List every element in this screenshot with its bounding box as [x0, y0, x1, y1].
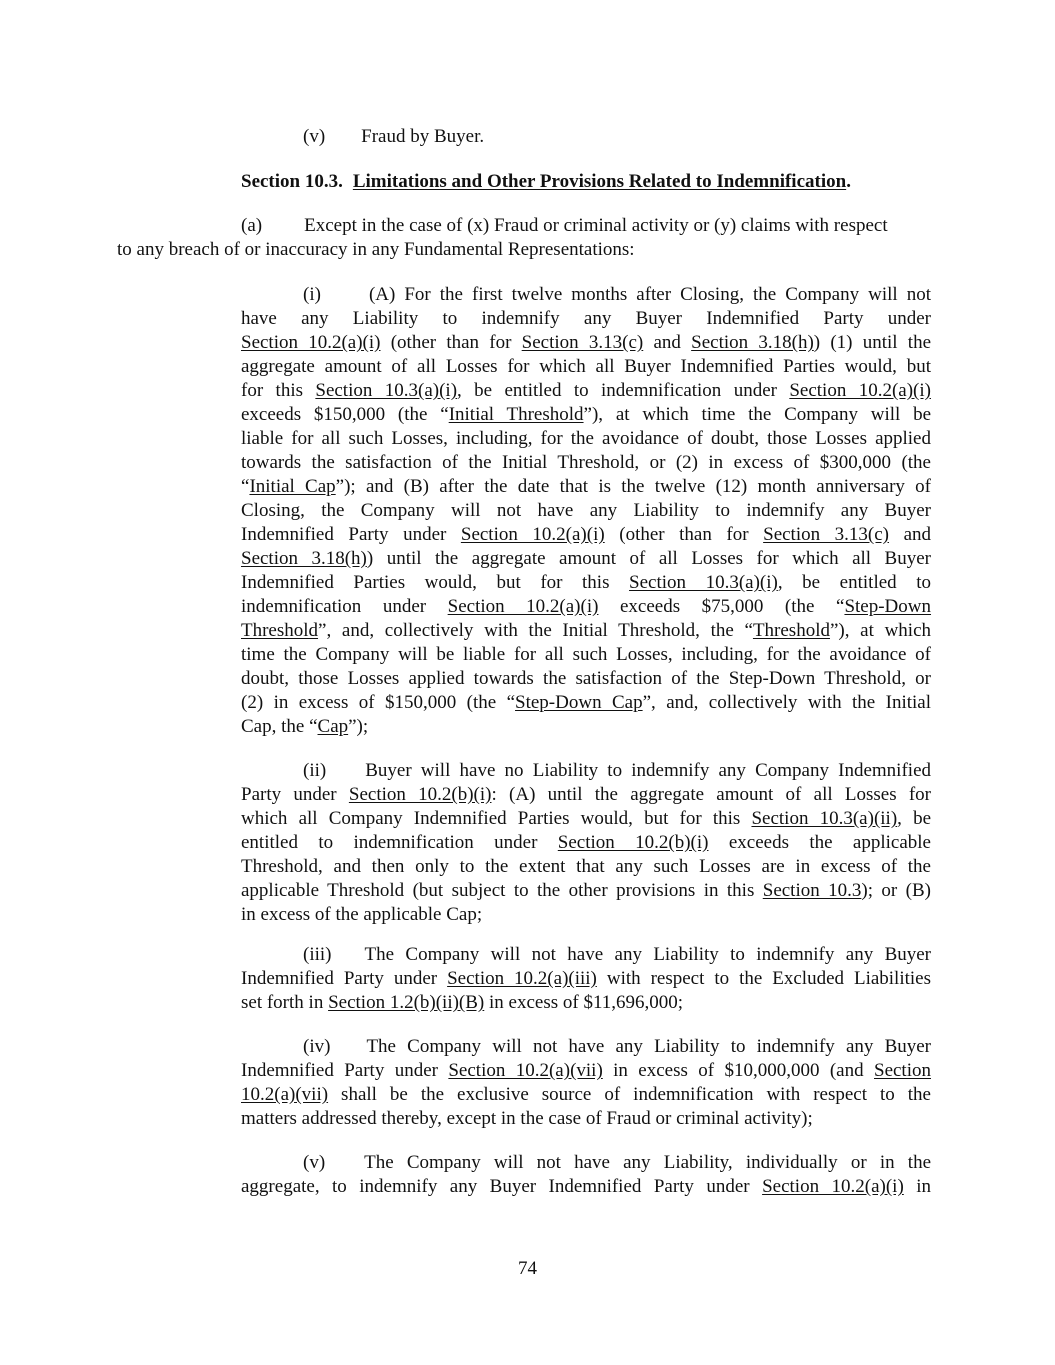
item-ii-line-1: (ii) Buyer will have no Liability to indemnify any Company Indemnified: [303, 760, 931, 781]
item-i-line-7: liable for all such Losses, including, for the avoidance of doubt, those Losses applied: [241, 428, 931, 449]
cross-reference-link[interactable]: Section 3.18(h): [241, 548, 367, 569]
item-label: (v): [303, 126, 326, 147]
cross-reference-link[interactable]: Section 10.2(a)(i): [241, 332, 381, 353]
item-ii-line-6: applicable Threshold (but subject to the other provisions in this Section 10.3); or (B): [241, 880, 931, 901]
defined-term: Initial Threshold: [448, 404, 584, 425]
cross-reference-link[interactable]: Section 1.2(b)(ii)(B): [328, 992, 485, 1013]
cross-reference-link[interactable]: Section 10.2(a)(vii): [448, 1060, 603, 1081]
item-iv-line-2: Indemnified Party under Section 10.2(a)(vii) in excess of $10,000,000 (and Section: [241, 1060, 931, 1081]
section-heading: Section 10.3. Limitations and Other Provisions Related to Indemnification.: [241, 171, 851, 192]
item-v-line-1: (v) The Company will not have any Liability, individually or in the: [303, 1152, 931, 1173]
item-ii-line-5: Threshold, and then only to the extent that any such Losses are in excess of the: [241, 856, 931, 877]
item-i-line-11: Indemnified Party under Section 10.2(a)(i) (other than for Section 3.13(c) and: [241, 524, 931, 545]
item-iv-line-4: matters addressed thereby, except in the case of Fraud or criminal activity);: [241, 1108, 813, 1129]
item-ii-line-2: Party under Section 10.2(b)(i): (A) until the aggregate amount of all Losses for: [241, 784, 932, 805]
item-i-line-16: time the Company will be liable for all such Losses, including, for the avoidance of: [241, 644, 931, 665]
cross-reference-link[interactable]: Section 10.2(b)(i): [557, 832, 709, 853]
cross-reference-link[interactable]: Section 10.2(a)(i): [762, 1176, 904, 1197]
item-ii-label: (ii): [303, 760, 327, 781]
item-v-fraud-by-buyer: [303, 125, 484, 149]
item-iii-line-2: Indemnified Party under Section 10.2(a)(iii) with respect to the Excluded Liabilities: [241, 968, 931, 989]
cross-reference-link[interactable]: Section 10.2(a)(i): [789, 380, 931, 401]
item-i-line-2: have any Liability to indemnify any Buyer Indemnified Party under: [241, 308, 931, 329]
cross-reference-link[interactable]: Section 10.2(a)(i): [447, 596, 599, 617]
defined-term: Cap: [317, 716, 349, 737]
item-iii-label: (iii): [303, 944, 332, 965]
cross-reference-link[interactable]: Section 3.13(c): [763, 524, 890, 545]
item-i-line-1: (i) (A) For the first twelve months after Closing, the Company will not: [303, 284, 931, 305]
cross-reference-link[interactable]: Section 10.2(b)(i): [348, 784, 492, 805]
section-number: Section 10.3.: [241, 171, 343, 192]
cross-reference-link[interactable]: 10.2(a)(vii): [241, 1084, 329, 1105]
item-text: Fraud by Buyer.: [361, 126, 485, 147]
page-number: 74: [518, 1258, 537, 1279]
item-i-line-9: “Initial Cap”); and (B) after the date that is the twelve (12) month anniversary of: [241, 476, 931, 497]
defined-term: Threshold: [241, 620, 319, 641]
cross-reference-link[interactable]: Section 10.2(a)(iii): [447, 968, 597, 989]
item-i-line-19: Cap, the “Cap”);: [241, 716, 369, 737]
item-ii-line-3: which all Company Indemnified Parties would, but for this Section 10.3(a)(ii), be: [241, 808, 931, 829]
item-iv-line-1: (iv) The Company will not have any Liability to indemnify any Buyer: [303, 1036, 931, 1057]
defined-term: Threshold: [752, 620, 830, 641]
cross-reference-link[interactable]: Section 3.13(c): [521, 332, 644, 353]
item-i-line-10: Closing, the Company will not have any Liability to indemnify any Buyer: [241, 500, 931, 521]
item-iii-line-1: (iii) The Company will not have any Liability to indemnify any Buyer: [303, 944, 931, 965]
item-iv-line-3: 10.2(a)(vii) shall be the exclusive source of indemnification with respect to the: [241, 1084, 931, 1105]
item-i-label: (i): [303, 284, 321, 305]
section-title: Limitations and Other Provisions Related to Indemnification: [352, 171, 847, 192]
para-a-label: (a): [241, 215, 263, 236]
item-iv-label: (iv): [303, 1036, 331, 1057]
item-i-line-5: for this Section 10.3(a)(i), be entitled to indemnification under Section 10.2(a)(i): [241, 380, 931, 401]
item-v-line-2: aggregate, to indemnify any Buyer Indemnified Party under Section 10.2(a)(i) in: [241, 1176, 931, 1197]
item-i-line-13: Indemnified Parties would, but for this Section 10.3(a)(i), be entitled to: [241, 572, 931, 593]
defined-term: Step-Down: [844, 596, 932, 617]
item-ii-line-7: in excess of the applicable Cap;: [241, 904, 483, 925]
cross-reference-link[interactable]: Section 10.2(a)(i): [460, 524, 605, 545]
cross-reference-link[interactable]: Section 10.3(a)(i): [315, 380, 458, 401]
cross-reference-link[interactable]: Section 10.3(a)(i): [629, 572, 778, 593]
item-iii-line-3: set forth in Section 1.2(b)(ii)(B) in excess of $11,696,000;: [241, 992, 684, 1013]
cross-reference-link[interactable]: Section 10.3: [762, 880, 862, 901]
item-i-line-6: exceeds $150,000 (the “Initial Threshold”), at which time the Company will be: [241, 404, 931, 425]
item-i-line-15: Threshold”, and, collectively with the Initial Threshold, the “Threshold”), at which: [241, 620, 931, 641]
para-a-line-2: to any breach of or inaccuracy in any Fundamental Representations:: [117, 239, 635, 260]
cross-reference-link[interactable]: Section: [874, 1060, 931, 1081]
item-i-line-8: towards the satisfaction of the Initial Threshold, or (2) in excess of $300,000 (the: [241, 452, 931, 473]
item-v-label: (v): [303, 1152, 326, 1173]
item-i-line-12: Section 3.18(h)) until the aggregate amount of all Losses for which all Buyer: [241, 548, 931, 569]
item-ii-line-4: entitled to indemnification under Section 10.2(b)(i) exceeds the applicable: [241, 832, 931, 853]
item-i-line-17: doubt, those Losses applied towards the satisfaction of the Step-Down Threshold, or: [241, 668, 931, 689]
cross-reference-link[interactable]: Section 10.3(a)(ii): [751, 808, 898, 829]
item-i-line-14: indemnification under Section 10.2(a)(i) exceeds $75,000 (the “Step-Down: [241, 596, 932, 617]
item-i-line-4: aggregate amount of all Losses for which all Buyer Indemnified Parties would, but: [241, 356, 931, 377]
defined-term: Initial Cap: [249, 476, 336, 497]
para-a-line-1: (a) Except in the case of (x) Fraud or criminal activity or (y) claims with respect: [241, 215, 888, 236]
item-i-line-3: Section 10.2(a)(i) (other than for Section 3.13(c) and Section 3.18(h)) (1) until the: [241, 332, 932, 353]
cross-reference-link[interactable]: Section 3.18(h): [691, 332, 814, 353]
defined-term: Step-Down Cap: [515, 692, 643, 713]
item-i-line-18: (2) in excess of $150,000 (the “Step-Down Cap”, and, collectively with the Initial: [241, 692, 932, 713]
